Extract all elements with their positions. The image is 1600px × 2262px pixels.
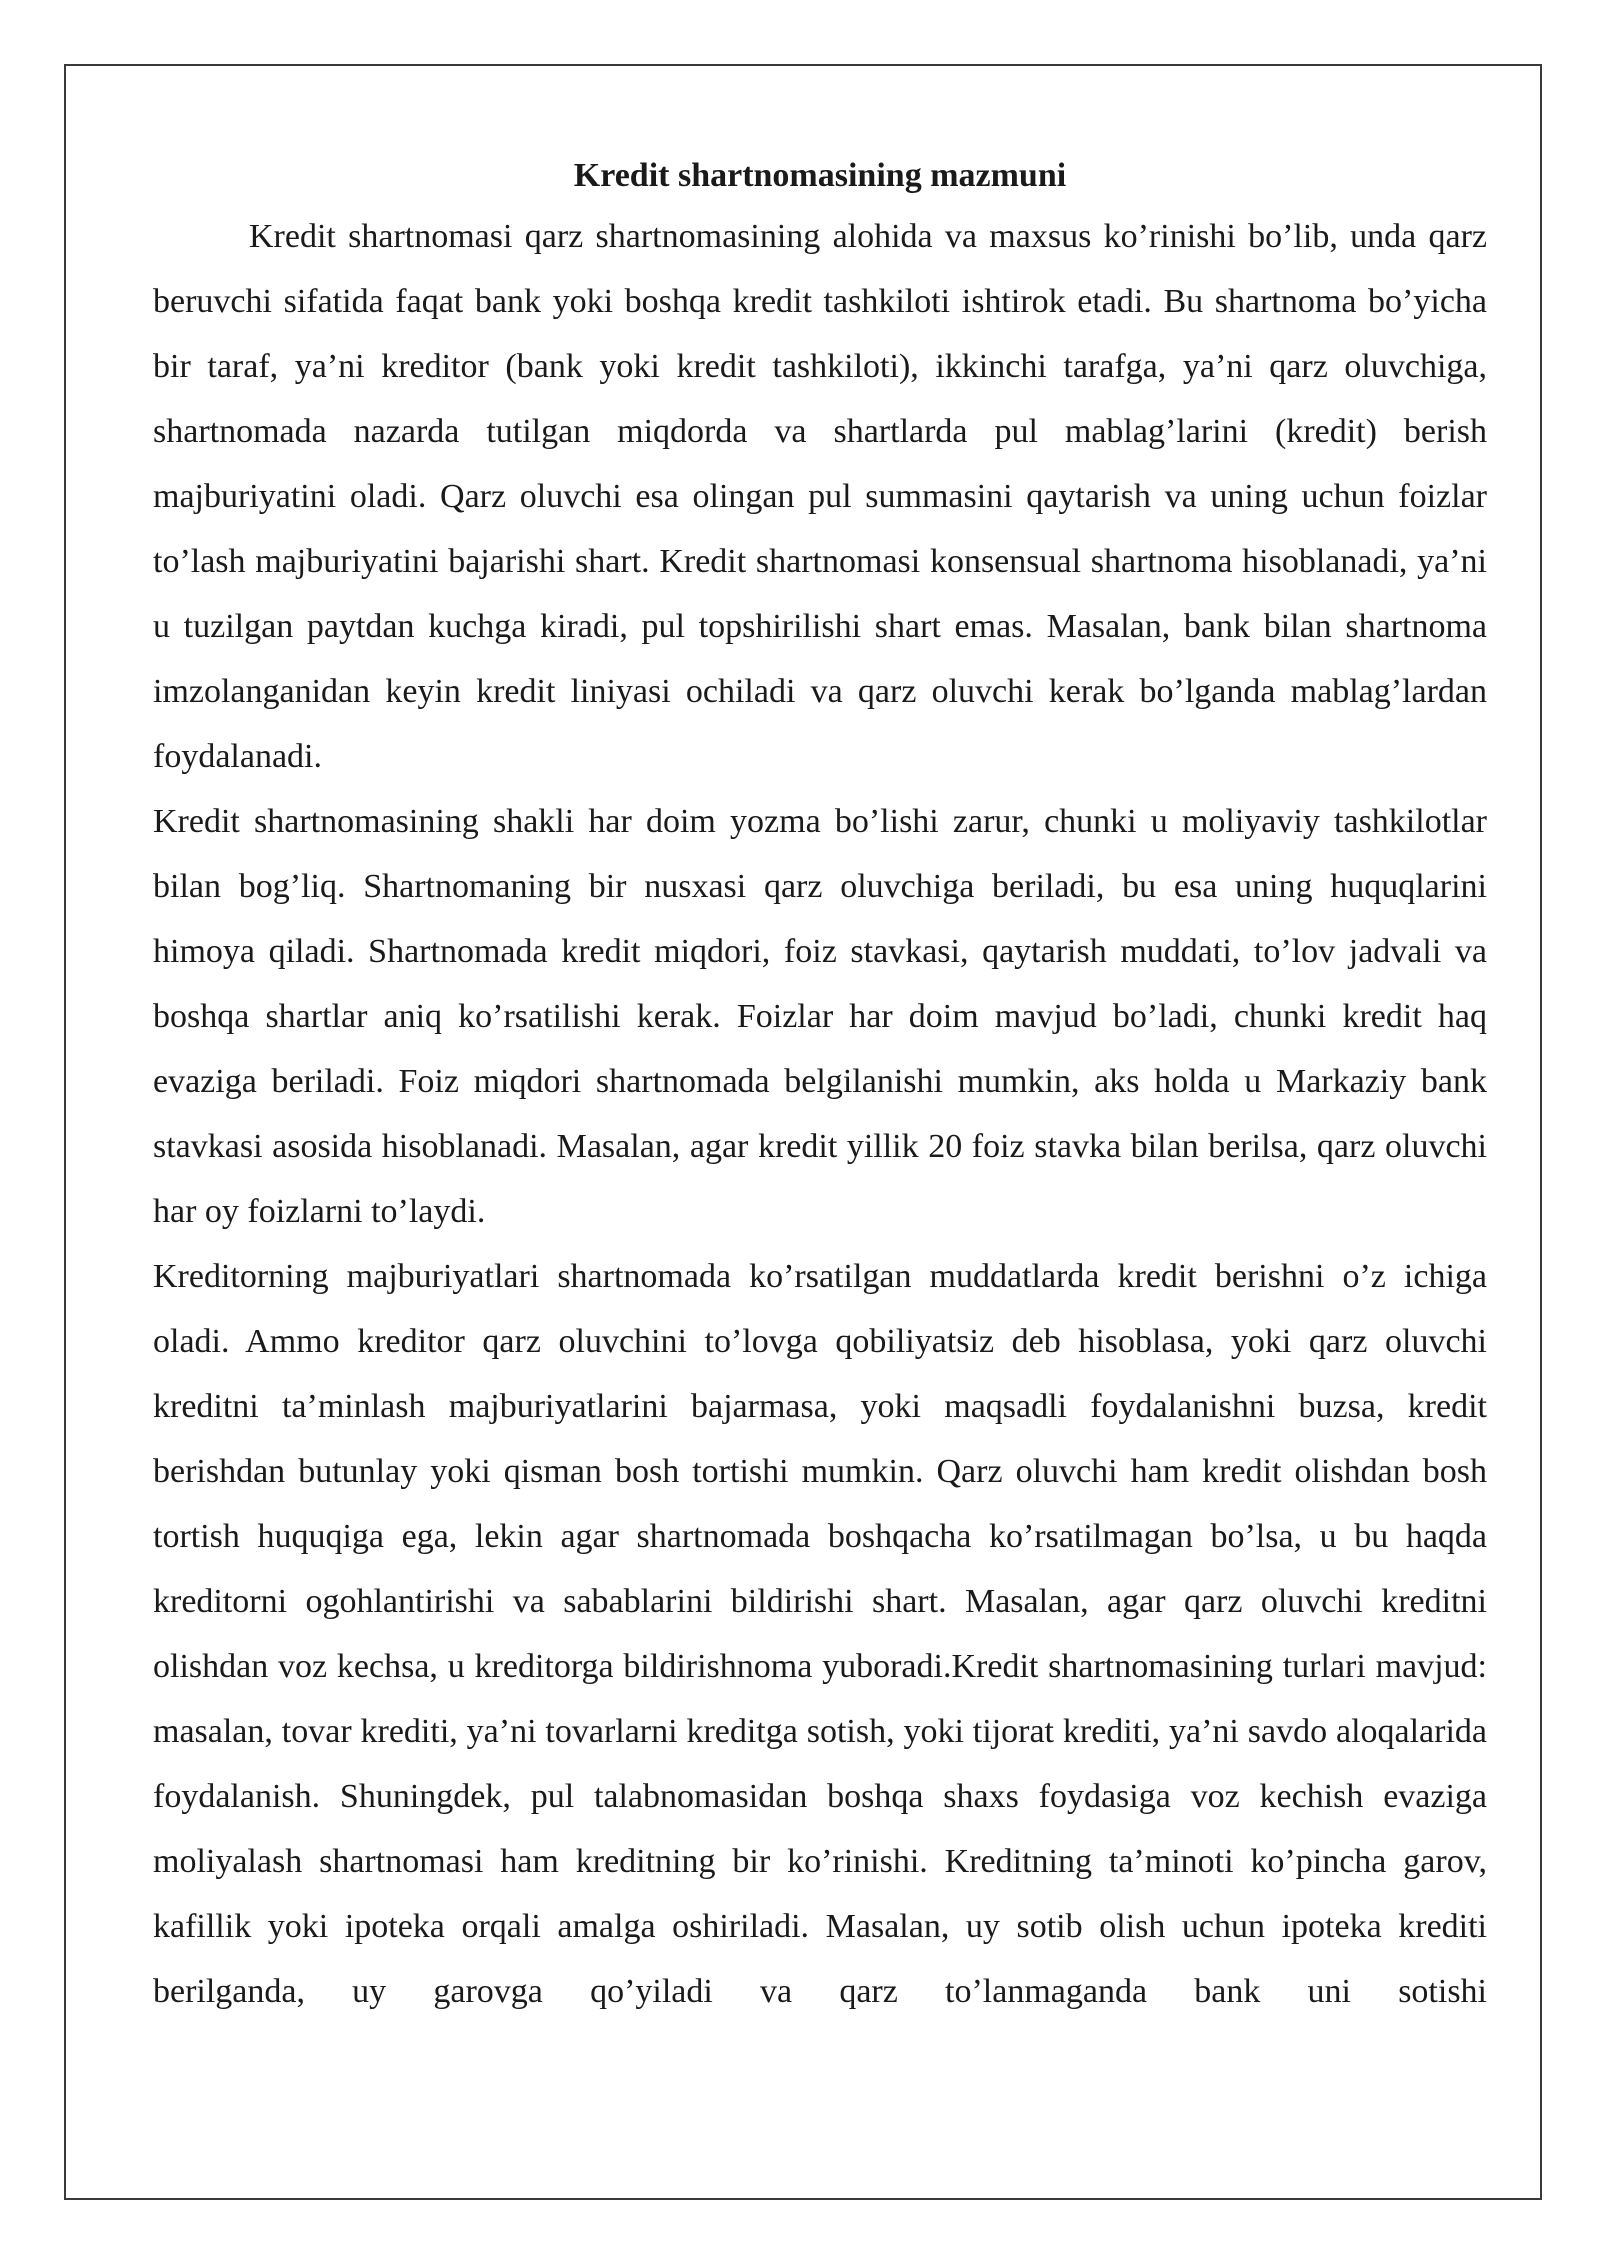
document-body	[153, 148, 1487, 2024]
paragraph-form-and-interest: Kredit shartnomasining shakli har doim yozma bo’lishi zarur, chunki u moliyaviy tashkilotlar bilan bog’liq. Shartnomaning bir nusxasi qarz oluvchiga beriladi, bu esa uning huquqlarini himoya qiladi. Shartnomada kredit miqdori, foiz stavkasi, qaytarish muddati, to’lov jadvali va boshqa shartlar aniq ko’rsatilishi kerak. Foizlar har doim mavjud bo’ladi, chunki kredit haq evaziga beriladi. Foiz miqdori shartnomada belgilanishi mumkin, aks holda u Markaziy bank stavkasi asosida hisoblanadi. Masalan, agar kredit yillik 20 foiz stavka bilan berilsa, qarz oluvchi har oy foizlarni to’laydi.	[153, 803, 1487, 1230]
paragraph-obligations-and-types: Kreditorning majburiyatlari shartnomada ko’rsatilgan muddatlarda kredit berishni o’z ichiga oladi. Ammo kreditor qarz oluvchini to’lovga qobiliyatsiz deb hisoblasa, yoki qarz oluvchi kreditni ta’minlash majburiyatlarini bajarmasa, yoki maqsadli foydalanishni buzsa, kredit berishdan butunlay yoki qisman bosh tortishi mumkin. Qarz oluvchi ham kredit olishdan bosh tortish huquqiga ega, lekin agar shartnomada boshqacha ko’rsatilmagan bo’lsa, u bu haqda kreditorni ogohlantirishi va sabablarini bildirishi shart. Masalan, agar qarz oluvchi kreditni olishdan voz kechsa, u kreditorga bildirishnoma yuboradi.Kredit shartnomasining turlari mavjud: masalan, tovar krediti, ya’ni tovarlarni kreditga sotish, yoki tijorat krediti, ya’ni savdo aloqalarida foydalanish. Shuningdek, pul talabnomasidan boshqa shaxs foydasiga voz kechish evaziga moliyalash shartnomasi ham kreditning bir ko’rinishi. Kreditning ta’minoti ko’pincha garov, kafillik yoki ipoteka orqali amalga oshiriladi. Masalan, uy sotib olish uchun ipoteka krediti berilganda, uy garovga qo’yiladi va qarz to’lanmaganda bank uni sotishi	[153, 1258, 1487, 2010]
document-title: Kredit shartnomasining mazmuni	[573, 157, 1067, 194]
paragraph-definition: Kredit shartnomasi qarz shartnomasining alohida va maxsus ko’rinishi bo’lib, unda qarz beruvchi sifatida faqat bank yoki boshqa kredit tashkiloti ishtirok etadi. Bu shartnoma bo’yicha bir taraf, ya’ni kreditor (bank yoki kredit tashkiloti), ikkinchi tarafga, ya’ni qarz oluvchiga, shartnomada nazarda tutilgan miqdorda va shartlarda pul mablag’larini (kredit) berish majburiyatini oladi. Qarz oluvchi esa olingan pul summasini qaytarish va uning uchun foizlar to’lash majburiyatini bajarishi shart. Kredit shartnomasi konsensual shartnoma hisoblanadi, ya’ni u tuzilgan paytdan kuchga kiradi, pul topshirilishi shart emas. Masalan, bank bilan shartnoma imzolanganidan keyin kredit liniyasi ochiladi va qarz oluvchi kerak bo’lganda mablag’lardan foydalanadi.	[153, 218, 1487, 775]
